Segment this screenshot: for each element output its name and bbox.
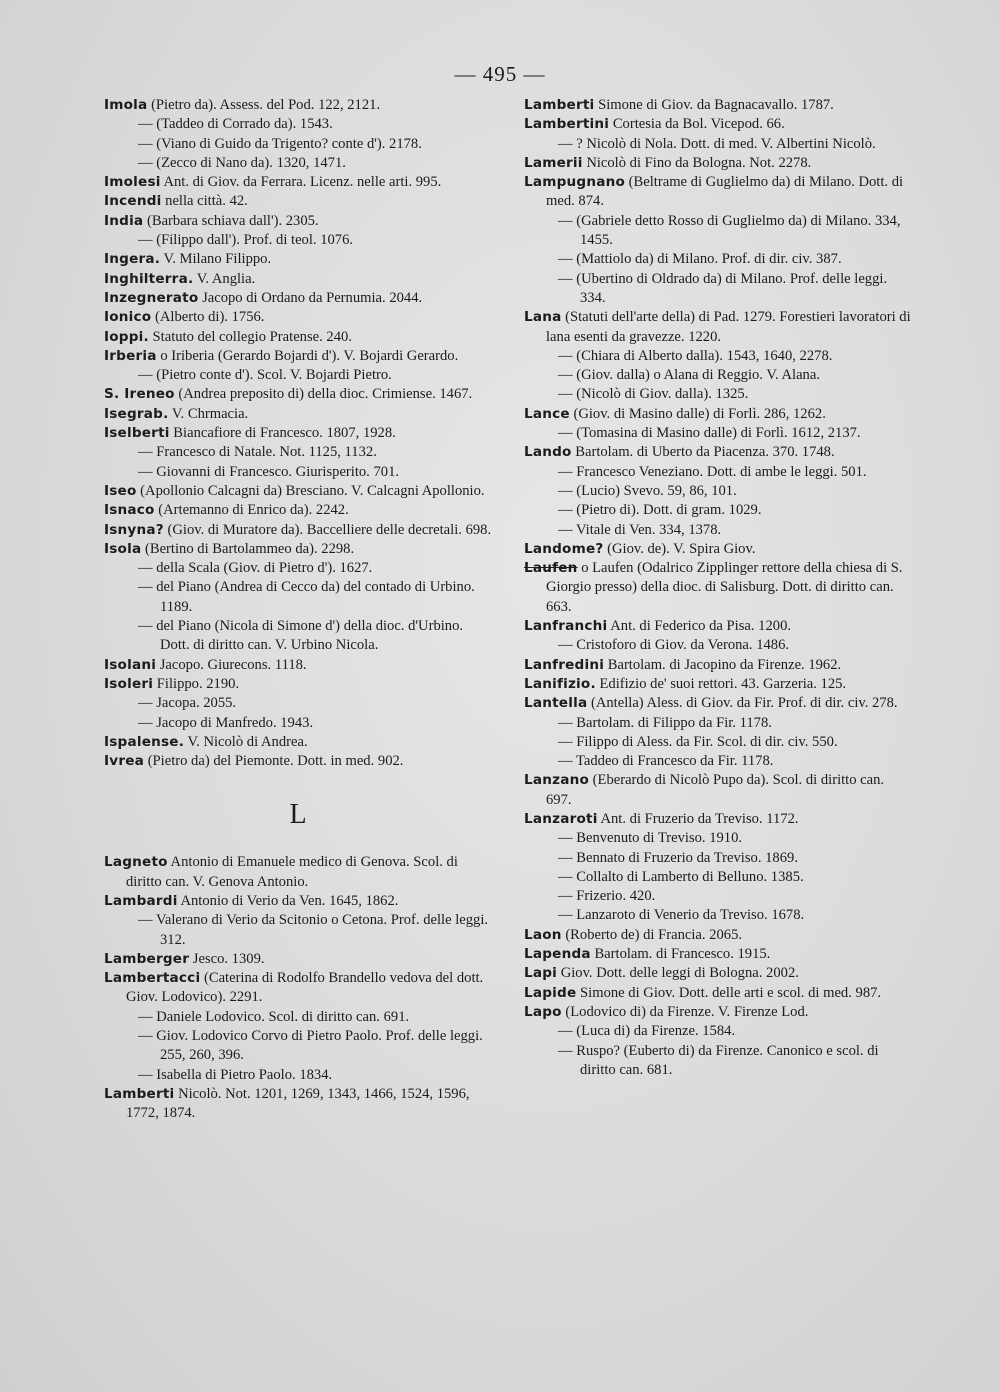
- index-entry: [104, 443, 492, 462]
- index-entry: [524, 501, 912, 520]
- entry-text: — ? Nicolò di Nola. Dott. di med. V. Albertini Nicolò.: [558, 135, 876, 152]
- entry-headword: Isolani: [104, 656, 157, 673]
- entry-text: o Laufen (Odalrico Zipplinger rettore della chiesa di S. Giorgio presso) della dioc. di Salisburg. Dott. di diritto can. 663.: [546, 560, 903, 615]
- entry-text: (Giov. de). V. Spira Giov.: [607, 540, 756, 557]
- entry-text: Biancafiore di Francesco. 1807, 1928.: [173, 425, 396, 442]
- index-entry: [524, 250, 912, 269]
- index-entry: [524, 443, 912, 462]
- index-entry: [104, 733, 492, 752]
- index-entry: [104, 212, 492, 231]
- entry-text: — (Pietro di). Dott. di gram. 1029.: [558, 502, 762, 519]
- index-entry: [104, 892, 492, 911]
- entry-text: — (Luca di) da Firenze. 1584.: [558, 1023, 736, 1040]
- entry-text: — Lanzaroto di Venerio da Treviso. 1678.: [558, 907, 805, 924]
- entry-headword: Lamerii: [524, 154, 583, 171]
- index-entry: [524, 521, 912, 540]
- entry-headword: Isola: [104, 540, 142, 557]
- entry-text: Bartolam. di Uberto da Piacenza. 370. 1748.: [575, 444, 835, 461]
- entry-headword: Ivrea: [104, 753, 145, 770]
- entry-text: (Giov. di Masino dalle) di Forlì. 286, 1262.: [573, 405, 826, 422]
- entry-text: — Francesco Veneziano. Dott. di ambe le leggi. 501.: [558, 463, 867, 480]
- entry-headword: Lamberger: [104, 950, 190, 967]
- index-entry: [524, 984, 912, 1003]
- index-entry: [104, 950, 492, 969]
- entry-text: Cortesia da Bol. Vicepod. 66.: [612, 116, 785, 133]
- entry-text: Bartolam. di Jacopino da Firenze. 1962.: [607, 656, 842, 673]
- index-entry: [104, 752, 492, 771]
- index-entry: [524, 154, 912, 173]
- index-entry: [524, 906, 912, 925]
- entry-text: Nicolò di Fino da Bologna. Not. 2278.: [586, 154, 812, 171]
- entry-headword: Laon: [524, 926, 562, 943]
- left-column: [104, 96, 492, 1124]
- index-entry: [104, 1008, 492, 1027]
- entry-headword: Lapi: [524, 965, 558, 982]
- entry-headword: Lapo: [524, 1003, 562, 1020]
- entry-text: o Iriberia (Gerardo Bojardi d'). V. Bojardi Gerardo.: [160, 347, 459, 364]
- index-entry: [524, 617, 912, 636]
- entry-headword: Inzegnerato: [104, 289, 199, 306]
- entry-headword: Lanfredini: [524, 656, 605, 673]
- entry-text: — (Gabriele detto Rosso di Guglielmo da) di Milano. 334, 1455.: [558, 212, 901, 249]
- entry-headword: Lambertini: [524, 116, 610, 133]
- entry-text: Nicolò. Not. 1201, 1269, 1343, 1466, 1524, 1596, 1772, 1874.: [126, 1085, 470, 1122]
- entry-text: — (Chiara di Alberto dalla). 1543, 1640, 2278.: [558, 347, 833, 364]
- index-entry: [104, 135, 492, 154]
- entry-headword: Lambertacci: [104, 970, 201, 987]
- index-entry: [524, 115, 912, 134]
- index-entry: [524, 694, 912, 713]
- entry-text: — (Ubertino di Oldrado da) di Milano. Prof. delle leggi. 334.: [558, 270, 888, 306]
- entry-text: — (Nicolò di Giov. dalla). 1325.: [558, 386, 749, 403]
- index-entry: [524, 347, 912, 366]
- entry-headword: Lando: [524, 444, 572, 461]
- entry-text: (Bertino di Bartolammeo da). 2298.: [144, 540, 355, 557]
- entry-headword: Iseo: [104, 482, 137, 499]
- index-entry: [104, 192, 492, 211]
- index-entry: [104, 424, 492, 443]
- index-entry: [524, 714, 912, 733]
- entry-headword: Laufen: [524, 560, 578, 577]
- index-entry: [104, 231, 492, 250]
- index-entry: [104, 1066, 492, 1085]
- entry-text: (Antella) Aless. di Giov. da Fir. Prof. di dir. civ. 278.: [590, 695, 898, 712]
- entry-text: Bartolam. di Francesco. 1915.: [594, 946, 771, 963]
- entry-text: (Pietro da) del Piemonte. Dott. in med. 902.: [147, 753, 404, 770]
- index-entry: [524, 1003, 912, 1022]
- index-entry: [104, 617, 492, 656]
- entry-headword: Iselberti: [104, 425, 170, 442]
- entry-headword: Lambardi: [104, 892, 178, 909]
- entry-text: (Alberto di). 1756.: [155, 309, 265, 326]
- index-entry: [524, 829, 912, 848]
- index-entry: [524, 135, 912, 154]
- index-entry: [524, 424, 912, 443]
- entry-headword: Isoleri: [104, 675, 154, 692]
- index-entry: [524, 308, 912, 347]
- entry-headword: Lance: [524, 405, 570, 422]
- entry-headword: Landome?: [524, 540, 604, 557]
- entry-headword: Inghilterra.: [104, 270, 194, 287]
- entry-text: Statuto del collegio Pratense. 240.: [152, 328, 352, 345]
- entry-text: — della Scala (Giov. di Pietro d'). 1627.: [138, 560, 373, 577]
- entry-text: (Giov. di Muratore da). Baccelliere delle decretali. 698.: [167, 521, 492, 538]
- entry-text: — (Lucio) Svevo. 59, 86, 101.: [558, 482, 737, 499]
- index-entry: [524, 385, 912, 404]
- entry-headword: S. Ireneo: [104, 386, 175, 403]
- index-entry: [524, 810, 912, 829]
- entry-text: — Bartolam. di Filippo da Fir. 1178.: [558, 714, 772, 731]
- index-entry: [524, 964, 912, 983]
- entry-text: — Frizerio. 420.: [558, 888, 656, 905]
- index-entry: [104, 482, 492, 501]
- entry-headword: Lanzano: [524, 772, 590, 789]
- index-entry: [104, 656, 492, 675]
- index-entry: [104, 96, 492, 115]
- index-entry: [104, 366, 492, 385]
- entry-text: — Isabella di Pietro Paolo. 1834.: [138, 1066, 333, 1083]
- index-entry: [524, 1042, 912, 1081]
- index-entry: [524, 945, 912, 964]
- index-entry: [104, 521, 492, 540]
- entry-text: Antonio di Verio da Ven. 1645, 1862.: [180, 892, 399, 909]
- index-entry: [524, 636, 912, 655]
- entry-text: — Francesco di Natale. Not. 1125, 1132.: [138, 444, 377, 461]
- index-entry: [104, 405, 492, 424]
- index-entry: [104, 714, 492, 733]
- entry-headword: Lamberti: [104, 1085, 175, 1102]
- entry-text: — (Tomasina di Masino dalle) di Forlì. 1612, 2137.: [558, 425, 861, 442]
- entry-text: (Andrea preposito di) della dioc. Crimiense. 1467.: [178, 386, 473, 403]
- entry-text: (Apollonio Calcagni da) Bresciano. V. Calcagni Apollonio.: [140, 482, 485, 499]
- entry-text: — Cristoforo di Giov. da Verona. 1486.: [558, 637, 790, 654]
- index-entry: [104, 675, 492, 694]
- index-entry: [104, 694, 492, 713]
- index-entry: [104, 911, 492, 950]
- entry-headword: Lapide: [524, 984, 577, 1001]
- index-entry: [104, 154, 492, 173]
- entry-text: (Eberardo di Nicolò Pupo da). Scol. di diritto can. 697.: [546, 772, 885, 808]
- entry-headword: Lantella: [524, 695, 588, 712]
- entry-headword: Ingera.: [104, 251, 161, 268]
- entry-text: — Collalto di Lamberto di Belluno. 1385.: [558, 868, 804, 885]
- entry-text: — (Zecco di Nano da). 1320, 1471.: [138, 154, 346, 171]
- index-entry: [524, 733, 912, 752]
- index-entry: [524, 1022, 912, 1041]
- index-entry: [104, 853, 492, 892]
- entry-text: Ant. di Federico da Pisa. 1200.: [610, 618, 792, 635]
- entry-headword: Lana: [524, 309, 562, 326]
- entry-headword: Ionico: [104, 309, 152, 326]
- index-entry: [524, 926, 912, 945]
- entry-text: — (Giov. dalla) o Alana di Reggio. V. Alana.: [558, 367, 820, 384]
- entry-text: (Pietro da). Assess. del Pod. 122, 2121.: [151, 97, 381, 113]
- entry-headword: Lanfranchi: [524, 618, 608, 635]
- entry-text: Ant. di Fruzerio da Treviso. 1172.: [600, 810, 799, 827]
- entry-text: (Barbara schiava dall'). 2305.: [146, 212, 319, 229]
- entry-headword: Lampugnano: [524, 174, 626, 191]
- entry-headword: Imolesi: [104, 174, 161, 191]
- entry-text: (Roberto de) di Francia. 2065.: [565, 926, 743, 943]
- index-entry: [524, 173, 912, 212]
- entry-text: — Vitale di Ven. 334, 1378.: [558, 521, 722, 538]
- entry-headword: Lanzaroti: [524, 810, 598, 827]
- entry-headword: Lagneto: [104, 854, 168, 871]
- entry-text: Ant. di Giov. da Ferrara. Licenz. nelle arti. 995.: [163, 174, 442, 191]
- index-entry: [524, 540, 912, 559]
- entry-text: V. Anglia.: [196, 270, 256, 287]
- entry-text: Filippo. 2190.: [156, 675, 240, 692]
- index-entry: [104, 1027, 492, 1066]
- entry-text: Simone di Giov. da Bagnacavallo. 1787.: [598, 97, 834, 113]
- entry-text: — Jacopo di Manfredo. 1943.: [138, 714, 314, 731]
- index-entry: [104, 289, 492, 308]
- entry-text: Jesco. 1309.: [192, 950, 265, 967]
- entry-headword: Ioppi.: [104, 328, 149, 345]
- entry-headword: Lapenda: [524, 946, 591, 963]
- entry-text: — Daniele Lodovico. Scol. di diritto can. 691.: [138, 1008, 410, 1025]
- entry-text: — Valerano di Verio da Scitonio o Cetona. Prof. delle leggi. 312.: [138, 912, 489, 948]
- entry-headword: Isegrab.: [104, 405, 169, 422]
- index-entry: [524, 752, 912, 771]
- index-entry: [104, 1085, 492, 1124]
- entry-text: Simone di Giov. Dott. delle arti e scol. di med. 987.: [580, 984, 882, 1001]
- index-entry: [524, 463, 912, 482]
- entry-text: — Ruspo? (Euberto di) da Firenze. Canonico e scol. di diritto can. 681.: [558, 1042, 879, 1078]
- entry-headword: Ispalense.: [104, 733, 185, 750]
- index-entry: [524, 270, 912, 309]
- entry-headword: Isnaco: [104, 502, 155, 519]
- index-entry: [104, 578, 492, 617]
- right-entry-list: [524, 96, 912, 1080]
- index-entry: [524, 405, 912, 424]
- index-entry: [104, 501, 492, 520]
- index-entry: [104, 347, 492, 366]
- index-entry: [524, 771, 912, 810]
- index-entry: [524, 96, 912, 115]
- right-column: [524, 96, 912, 1080]
- entry-text: — Taddeo di Francesco da Fir. 1178.: [558, 753, 774, 770]
- entry-headword: Lanifizio.: [524, 675, 596, 692]
- index-entry: [104, 540, 492, 559]
- entry-text: — Jacopa. 2055.: [138, 695, 237, 712]
- entry-text: — (Viano di Guido da Trigento? conte d'). 2178.: [138, 135, 422, 152]
- entry-text: — (Pietro conte d'). Scol. V. Bojardi Pietro.: [138, 367, 392, 384]
- index-entry: [524, 559, 912, 617]
- entry-headword: Incendi: [104, 193, 162, 210]
- index-entry: [104, 115, 492, 134]
- index-entry: [104, 328, 492, 347]
- entry-text: — (Taddeo di Corrado da). 1543.: [138, 116, 333, 133]
- entry-text: Antonio di Emanuele medico di Genova. Scol. di diritto can. V. Genova Antonio.: [126, 854, 458, 890]
- entry-text: V. Nicolò di Andrea.: [187, 733, 308, 750]
- index-entry: [524, 887, 912, 906]
- entry-text: (Statuti dell'arte della) di Pad. 1279. Forestieri lavoratori di lana esenti da gravezze. 1220.: [546, 309, 911, 345]
- entry-text: — Giovanni di Francesco. Giurisperito. 701.: [138, 463, 400, 480]
- left-entry-list-l: [104, 853, 492, 1123]
- entry-text: V. Chrmacia.: [171, 405, 249, 422]
- entry-text: — (Filippo dall'). Prof. di teol. 1076.: [138, 232, 354, 249]
- index-entry: [104, 385, 492, 404]
- entry-text: — del Piano (Nicola di Simone d') della dioc. d'Urbino. Dott. di diritto can. V. Urbino Nicola.: [138, 618, 464, 654]
- page-number: — 495 —: [454, 62, 546, 86]
- entry-headword: Lamberti: [524, 97, 595, 113]
- entry-text: — Giov. Lodovico Corvo di Pietro Paolo. Prof. delle leggi. 255, 260, 396.: [138, 1028, 483, 1064]
- entry-text: Giov. Dott. delle leggi di Bologna. 2002.: [560, 965, 799, 982]
- entry-headword: India: [104, 212, 144, 229]
- index-entry: [524, 868, 912, 887]
- left-entry-list: [104, 96, 492, 771]
- entry-text: nella città. 42.: [165, 193, 248, 210]
- entry-text: — Bennato di Fruzerio da Treviso. 1869.: [558, 849, 798, 866]
- index-entry: [104, 308, 492, 327]
- entry-text: (Beltrame di Guglielmo da) di Milano. Dott. di med. 874.: [546, 174, 904, 210]
- index-entry: [104, 270, 492, 289]
- entry-text: Jacopo di Ordano da Pernumia. 2044.: [202, 289, 423, 306]
- entry-text: Jacopo. Giurecons. 1118.: [159, 656, 307, 673]
- entry-headword: Imola: [104, 97, 148, 113]
- entry-text: — del Piano (Andrea di Cecco da) del contado di Urbino. 1189.: [138, 579, 475, 615]
- entry-headword: Isnyna?: [104, 521, 164, 538]
- entry-text: (Artemanno di Enrico da). 2242.: [158, 502, 349, 519]
- entry-text: (Caterina di Rodolfo Brandello vedova del dott. Giov. Lodovico). 2291.: [126, 970, 484, 1006]
- entry-text: (Lodovico di) da Firenze. V. Firenze Lod.: [565, 1003, 809, 1020]
- index-entry: [104, 969, 492, 1008]
- section-letter: L: [289, 799, 307, 831]
- entry-text: V. Milano Filippo.: [163, 251, 272, 268]
- index-entry: [524, 656, 912, 675]
- index-entry: [104, 173, 492, 192]
- entry-text: — Filippo di Aless. da Fir. Scol. di dir. civ. 550.: [558, 733, 838, 750]
- index-entry: [524, 212, 912, 251]
- entry-text: Edifizio de' suoi rettori. 43. Garzeria. 125.: [599, 675, 847, 692]
- entry-headword: Irberia: [104, 347, 157, 364]
- index-entry: [524, 366, 912, 385]
- index-entry: [524, 849, 912, 868]
- index-entry: [524, 675, 912, 694]
- entry-text: — (Mattiolo da) di Milano. Prof. di dir. civ. 387.: [558, 251, 842, 268]
- index-entry: [104, 559, 492, 578]
- index-entry: [104, 250, 492, 269]
- index-entry: [104, 463, 492, 482]
- index-entry: [524, 482, 912, 501]
- entry-text: — Benvenuto di Treviso. 1910.: [558, 830, 743, 847]
